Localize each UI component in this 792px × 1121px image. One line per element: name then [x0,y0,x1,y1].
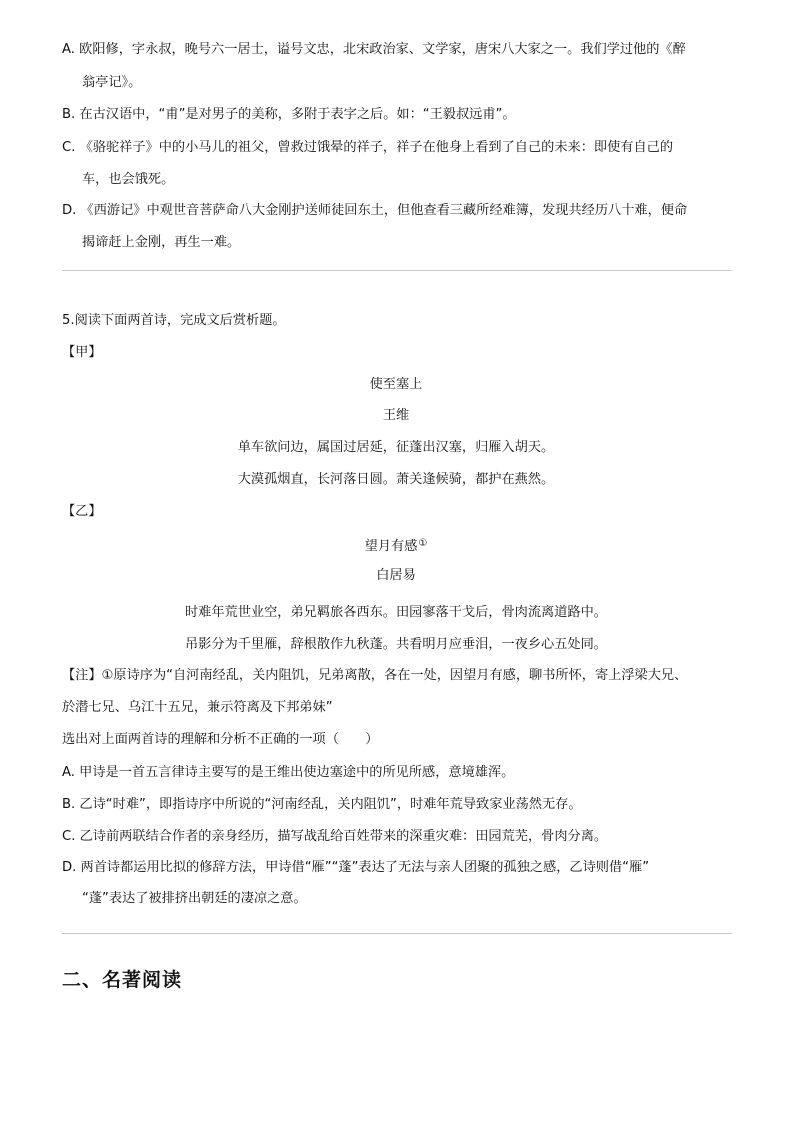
footnote-marker: ① [418,538,428,549]
q5-option-d-line2: “蓬”表达了被排挤出朝廷的凄凉之意。 [82,891,307,906]
q4-option-d-line1: D. 《西游记》中观世音菩萨命八大金刚护送师徒回东土，但他查看三藏所经难簿，发现共经历八十难，便命 [62,203,688,218]
q4-option-c-line2: 车，也会饿死。 [82,172,175,187]
poem2-title: 望月有感 [364,539,418,554]
q5-option-c: C. 乙诗前两联结合作者的亲身经历，描写战乱给百姓带来的深重灾难：田园荒芜，骨肉分离。 [62,829,608,844]
q5-option-b: B. 乙诗“时难”，即指诗序中所说的“河南经乱，关内阻饥”，时难年荒导致家业荡然无存。 [62,797,582,812]
section-heading: 二、名著阅读 [62,969,183,991]
q5-stem: 5.阅读下面两首诗，完成文后赏析题。 [62,313,286,328]
poem1-line2: 大漠孤烟直，长河落日圆。萧关逢候骑，都护在燕然。 [237,472,555,487]
poem-yi-label: 【乙】 [62,504,102,519]
q4-option-d-line2: 揭谛赶上金刚，再生一难。 [82,235,241,250]
section-divider-2 [62,933,732,934]
section-divider [62,270,732,271]
poem2-line2: 吊影分为千里雁，辞根散作九秋蓬。共看明月应垂泪，一夜乡心五处同。 [185,637,607,652]
q5-option-d-line1: D. 两首诗都运用比拟的修辞方法，甲诗借“雁”“蓬”表达了无法与亲人团聚的孤独之感，乙诗则借“雁” [62,860,650,875]
poem1-author: 王维 [382,408,410,423]
q4-option-b: B. 在古汉语中，“甫”是对男子的美称，多附于表字之后。如：“王毅叔远甫”。 [62,107,516,122]
poem2-title-row [0,534,792,557]
poem1-line1: 单车欲问边，属国过居延，征蓬出汉塞，归雁入胡天。 [237,440,555,455]
q4-option-a-line1: A. 欧阳修，字永叔，晚号六一居士，谥号文忠，北宋政治家、文学家，唐宋八大家之一。我们学过他的《醉 [62,42,686,57]
poem1-title: 使至塞上 [369,377,423,392]
q5-option-a: A. 甲诗是一首五言律诗主要写的是王维出使边塞途中的所见所感，意境雄浑。 [62,765,515,780]
poem2-author: 白居易 [376,568,416,583]
poem-jia-label: 【甲】 [62,345,102,360]
poem2-line1: 时难年荒世业空，弟兄羁旅各西东。田园寥落干戈后，骨肉流离道路中。 [185,605,607,620]
q5-question: 选出对上面两首诗的理解和分析不正确的一项（ ） [62,732,379,747]
q4-option-c-line1: C. 《骆驼祥子》中的小马儿的祖父，曾救过饿晕的祥子，祥子在他身上看到了自己的未来：即使有自己的 [62,140,674,155]
q4-option-a-line2: 翁亭记》。 [82,75,142,90]
footnote-line2: 於潜七兄、乌江十五兄，兼示符离及下邦弟妹” [62,700,333,715]
footnote-line1: 【注】①原诗序为“自河南经乱，关内阻饥，兄弟离散，各在一处，因望月有感，聊书所怀，寄上浮梁大兄、 [62,668,688,683]
